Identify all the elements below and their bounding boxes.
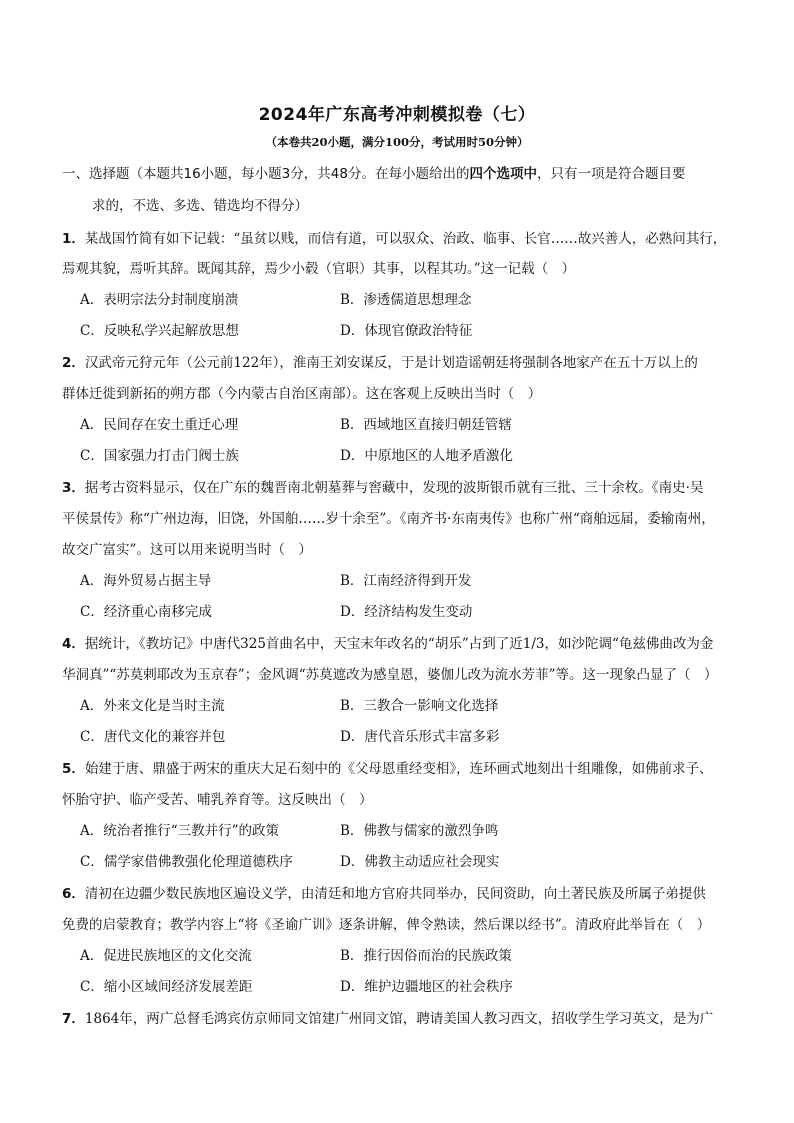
question-2-number: 2． (62, 355, 85, 371)
question-2-line-2: 群体迁徙到新拓的朔方郡（今内蒙古自治区南部）。这在客观上反映出当时（ ） (62, 386, 542, 402)
question-7-line-1: 7．1864年，两广总督毛鸿宾仿京师同文馆建广州同文馆，聘请美国人教习西文，招收学生学习英文，是为广 (62, 1011, 714, 1027)
question-2-option-a[interactable]: A．民间存在安土重迁心理 (80, 417, 239, 433)
question-3-option-a[interactable]: A．海外贸易占据主导 (80, 573, 212, 589)
question-5-option-b[interactable]: B．佛教与儒家的激烈争鸣 (340, 823, 499, 839)
question-7-number: 7． (62, 1011, 85, 1027)
exam-instructions: （本卷共20小题，满分100分，考试用时50分钟） (265, 135, 529, 149)
question-3-number: 3． (62, 480, 85, 496)
section-heading (62, 164, 742, 184)
question-4-option-a[interactable]: A．外来文化是当时主流 (80, 698, 225, 714)
question-3-option-d[interactable]: D．经济结构发生变动 (340, 604, 473, 620)
question-4-option-b[interactable]: B．三教合一影响文化选择 (340, 698, 499, 714)
question-3-option-b[interactable]: B．江南经济得到开发 (340, 573, 472, 589)
question-6-line-2: 免费的启蒙教育；教学内容上“将《圣谕广训》逐条讲解，俾令熟读，然后课以经书”。清政府此举旨在（ ） (62, 917, 711, 933)
question-4-number: 4． (62, 636, 85, 652)
question-6-option-c[interactable]: C．缩小区域间经济发展差距 (80, 979, 253, 995)
question-1-line-1: 1．某战国竹简有如下记载：“虽贫以贱，而信有道，可以驭众、治政、临事、长官……故兴善人，必熟问其行， (62, 231, 727, 247)
question-4-line-2: 华洞真”“苏莫剌耶改为玉京春”；金风调“苏莫遮改为感皇恩，婆伽儿改为流水芳菲”等。这一现象凸显了（ ） (62, 667, 718, 683)
section-heading-part1: 一、选择题（本题共16小题，每小题3分，共48分。在每小题给出的 (62, 166, 470, 182)
question-2-option-b[interactable]: B．西域地区直接归朝廷管辖 (340, 417, 512, 433)
question-2-line-1: 2．汉武帝元狩元年（公元前122年），淮南王刘安谋反，于是计划造谣朝廷将强制各地家产在五十万以上的 (62, 355, 698, 371)
question-1-option-a[interactable]: A．表明宗法分封制度崩溃 (80, 292, 239, 308)
question-6-option-a[interactable]: A．促进民族地区的文化交流 (80, 948, 252, 964)
question-1-option-b[interactable]: B．渗透儒道思想理念 (340, 292, 472, 308)
question-4-option-c[interactable]: C．唐代文化的兼容并包 (80, 729, 226, 745)
question-6-option-d[interactable]: D．维护边疆地区的社会秩序 (340, 979, 513, 995)
question-1-line-2: 焉观其貌，焉听其辞。既闻其辞，焉少小毂（官职）其事，以程其功。”这一记载（ ） (62, 261, 576, 277)
question-5-number: 5． (62, 761, 85, 777)
question-5-line-1: 5．始建于唐、鼎盛于两宋的重庆大足石刻中的《父母恩重经变相》，连环画式地刻出十组雕像，如佛前求子、 (62, 761, 713, 777)
question-3-option-c[interactable]: C．经济重心南移完成 (80, 604, 212, 620)
question-5-option-c[interactable]: C．儒学家借佛教强化伦理道德秩序 (80, 854, 293, 870)
question-2-option-c[interactable]: C．国家强力打击门阀士族 (80, 448, 239, 464)
question-2-option-d[interactable]: D．中原地区的人地矛盾激化 (340, 448, 513, 464)
section-heading-emphasis: 四个选项中 (469, 166, 537, 182)
section-heading-part3: ，只有一项是符合题目要 (536, 166, 686, 182)
question-1-number: 1． (62, 231, 85, 247)
question-4-line-1: 4．据统计，《教坊记》中唐代325首曲名中，天宝末年改名的“胡乐”占到了近1/3，如沙陀调“龟兹佛曲改为金 (62, 636, 714, 652)
question-3-line-2: 平侯景传》称“广州边海，旧饶，外国舶……岁十余至”。《南齐书·东南夷传》也称广州“商舶远届，委输南州， (62, 511, 715, 527)
question-6-number: 6． (62, 886, 85, 902)
question-5-option-d[interactable]: D．佛教主动适应社会现实 (340, 854, 500, 870)
question-3-line-1: 3．据考古资料显示，仅在广东的魏晋南北朝墓葬与窖藏中，发现的波斯银币就有三批、三十余枚。《南史·吴 (62, 480, 704, 496)
question-1-option-d[interactable]: D．体现官僚政治特征 (340, 323, 473, 339)
question-1-option-c[interactable]: C．反映私学兴起解放思想 (80, 323, 239, 339)
section-heading-continued: 求的，不选、多选、错选均不得分） (92, 198, 308, 214)
question-4-option-d[interactable]: D．唐代音乐形式丰富多彩 (340, 729, 500, 745)
question-6-option-b[interactable]: B．推行因俗而治的民族政策 (340, 948, 512, 964)
page-title: 2024年广东高考冲刺模拟卷（七） (258, 105, 536, 125)
question-5-line-2: 怀胎守护、临产受苦、哺乳养育等。这反映出（ ） (62, 792, 373, 808)
question-5-option-a[interactable]: A．统治者推行“三教并行”的政策 (80, 823, 280, 839)
question-6-line-1: 6．清初在边疆少数民族地区遍设义学，由清廷和地方官府共同举办，民间资助，向土著民族及所属子弟提供 (62, 886, 706, 902)
question-3-line-3: 故交广富实”。这可以用来说明当时（ ） (62, 542, 312, 558)
